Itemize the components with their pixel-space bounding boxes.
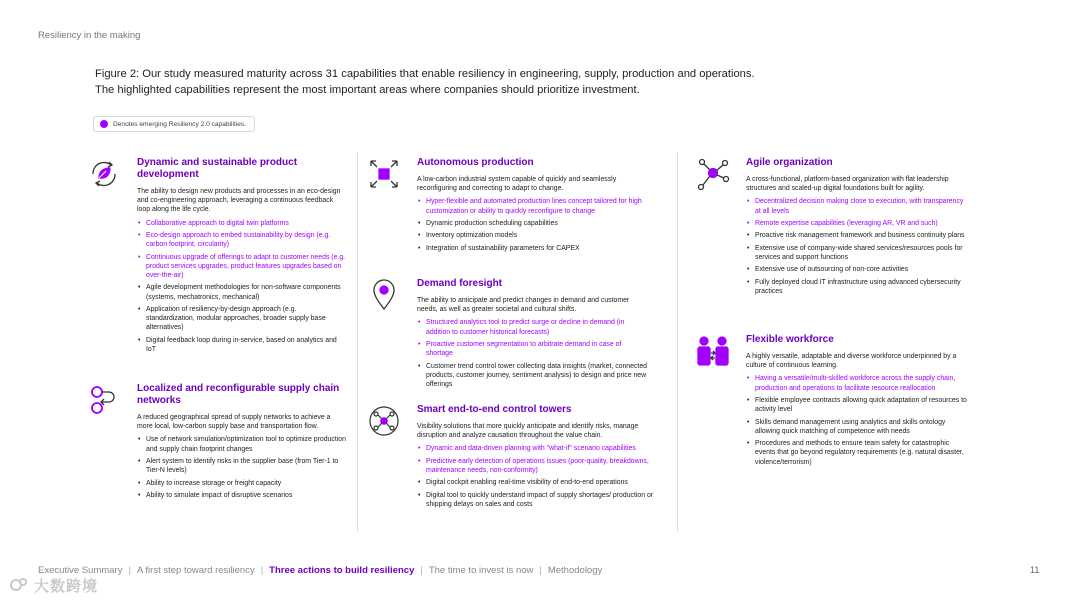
capability-item: • Inventory optimization models xyxy=(417,231,649,240)
capability-item: • Alert system to identify risks in the supplier base (from Tier-1 to Tier-N levels) xyxy=(137,457,347,475)
legend-text: Denotes emerging Resiliency 2.0 capabilities. xyxy=(113,120,247,128)
column-divider-1 xyxy=(357,152,358,532)
capability-item: • Customer trend control tower collecting data insights (market, connected products, customer journey, sentiment analysis) to design and price new offerings xyxy=(417,362,649,390)
capability-list xyxy=(746,197,968,296)
emerging-capability-item: • Decentralized decision making close to execution, with transparency at all levels xyxy=(746,197,968,215)
capability-item: • Ability to simulate impact of disruptive scenarios xyxy=(137,491,347,500)
capability-description: A low-carbon industrial system capable of quickly and seamlessly reconfiguring and correcting to adapt to change. xyxy=(417,176,617,193)
capability-title: Smart end-to-end control towers xyxy=(417,404,572,415)
footer-nav-link[interactable]: The time to invest is now xyxy=(428,565,534,576)
capability-title: Demand foresight xyxy=(417,278,503,289)
network-globe-icon xyxy=(367,404,401,438)
capability-description: A highly versatile, adaptable and diverse workforce underpinned by a culture of continuous learning. xyxy=(746,353,957,370)
capability-list xyxy=(417,318,649,389)
supply-chain-icon xyxy=(87,383,121,417)
capability-item: • Application of resiliency-by-design approach (e.g. standardization, modular approaches, broader supply base alternatives) xyxy=(137,305,347,333)
watermark xyxy=(8,574,98,596)
capability-description: The ability to design new products and processes in an eco-design and co-engineering approach, leveraging a continuous feedback loop along the life cycle. xyxy=(137,188,341,214)
capability-item: • Extensive use of company-wide shared services/resources pools for services and support functions xyxy=(746,244,968,262)
capability-item: • Agile development methodologies for non-software components (systems, mechatronics, mechanical) xyxy=(137,283,347,301)
footer-nav-link[interactable]: Methodology xyxy=(547,565,603,576)
footer-nav-link[interactable]: Executive Summary xyxy=(38,565,123,576)
workforce-exchange-icon xyxy=(696,334,730,368)
capability-card xyxy=(417,404,667,512)
capability-list xyxy=(417,444,667,509)
capability-list xyxy=(137,219,347,355)
capability-item: • Extensive use of outsourcing of non-core activities xyxy=(746,265,968,274)
capability-item: • Proactive risk management framework and business continuity plans xyxy=(746,231,968,240)
figure-caption xyxy=(95,66,995,98)
footer-nav-link[interactable]: A first step toward resiliency xyxy=(136,565,255,576)
emerging-capability-item: • Predictive early detection of operations issues (poor-quality, breakdowns, maintenance needs, non-conformity) xyxy=(417,457,667,475)
capability-list xyxy=(417,197,649,253)
capability-title: Autonomous production xyxy=(417,157,534,168)
capability-item: • Flexible employee contracts allowing quick adaptation of resources to activity level xyxy=(746,396,968,414)
capability-description: The ability to anticipate and predict changes in demand and customer needs, as well as greater societal and cultural shifts. xyxy=(417,297,630,314)
capability-description: Visibility solutions that more quickly anticipate and identify risks, manage disruption and analyze causation throughout the value chain. xyxy=(417,423,639,440)
capability-item: • Ability to increase storage or freight capacity xyxy=(137,479,347,488)
capability-item: • Use of network simulation/optimization tool to optimize production and supply chain footprint changes xyxy=(137,435,347,453)
capability-item: • Digital feedback loop during in-service, based on analytics and IoT xyxy=(137,336,347,354)
capability-title: Agile organization xyxy=(746,157,833,168)
footer-separator: | xyxy=(539,565,542,576)
document-header: Resiliency in the making xyxy=(38,30,141,41)
emerging-capability-dot-icon xyxy=(100,120,108,128)
location-pin-icon xyxy=(367,278,401,312)
capability-list xyxy=(746,374,968,466)
cycle-leaf-icon xyxy=(87,157,121,191)
footer-nav-link[interactable]: Three actions to build resiliency xyxy=(269,565,415,576)
capability-item: • Integration of sustainability parameters for CAPEX xyxy=(417,244,649,253)
footer-separator: | xyxy=(260,565,264,576)
capability-list xyxy=(137,435,347,500)
capability-card xyxy=(417,157,649,256)
capability-card xyxy=(137,157,347,357)
footer-separator: | xyxy=(128,565,131,576)
capability-item: • Fully deployed cloud IT infrastructure using advanced cybersecurity practices xyxy=(746,278,968,296)
capability-card xyxy=(417,278,649,392)
capability-item: • Skills demand management using analytics and skills ontology allowing quick matching of competence with needs xyxy=(746,418,968,436)
emerging-capability-item: • Eco-design approach to embed sustainability by design (e.g. carbon footprint, circularity) xyxy=(137,231,347,249)
capability-title: Flexible workforce xyxy=(746,334,834,345)
capability-title: Dynamic and sustainable product development xyxy=(137,157,298,180)
emerging-capability-item: • Structured analytics tool to predict surge or decline in demand (in addition to customer historical forecasts) xyxy=(417,318,649,336)
org-network-icon xyxy=(696,157,730,191)
emerging-capability-item: • Remote expertise capabilities (leveraging AR, VR and such) xyxy=(746,219,968,228)
watermark-logo-icon xyxy=(8,574,30,596)
emerging-capability-item: • Hyper-flexible and automated production lines concept tailored for high customization or ability to quickly reconfigure to change xyxy=(417,197,649,215)
capability-description: A cross-functional, platform-based organization with flat leadership structures and scaled-up digital foundations built for agility. xyxy=(746,176,949,193)
capability-card xyxy=(137,383,347,503)
emerging-capability-item: • Proactive customer segmentation to arbitrate demand in case of shortage xyxy=(417,340,649,358)
column-divider-2 xyxy=(677,152,678,532)
page-number: 11 xyxy=(1030,565,1040,575)
figure-caption-line-1: Figure 2: Our study measured maturity across 31 capabilities that enable resiliency in engineering, supply, production and operations. xyxy=(95,68,755,80)
emerging-capability-item: • Dynamic and data-driven planning with "what-if" scenario capabilities xyxy=(417,444,667,453)
footer-separator: | xyxy=(420,565,423,576)
figure-caption-line-2: The highlighted capabilities represent the most important areas where companies should prioritize investment. xyxy=(95,84,640,96)
footer-nav xyxy=(38,565,602,576)
capability-card xyxy=(746,334,968,470)
emerging-capability-item: • Having a versatile/multi-skilled workforce across the supply chain, production and operations to facilitate resource reallocation xyxy=(746,374,968,392)
capability-item: • Digital cockpit enabling real-time visibility of end-to-end operations xyxy=(417,478,667,487)
capability-item: • Digital tool to quickly understand impact of supply shortages/ production or shipping delays on sales and costs xyxy=(417,491,667,509)
legend xyxy=(93,116,255,132)
capability-description: A reduced geographical spread of supply networks to achieve a more local, low-carbon supply base and transportation flow. xyxy=(137,414,331,431)
capability-item: • Dynamic production scheduling capabilities xyxy=(417,219,649,228)
autonomous-arrows-icon xyxy=(367,157,401,191)
capability-item: • Procedures and methods to ensure team safety for catastrophic events that go beyond regulatory requirements (e.g. natural disaster, violence/terrorism) xyxy=(746,439,968,467)
emerging-capability-item: • Collaborative approach to digital twin platforms xyxy=(137,219,347,228)
capability-card xyxy=(746,157,968,299)
emerging-capability-item: • Continuous upgrade of offerings to adapt to customer needs (e.g. product services upgrades, product features upgrades based on over-the-air) xyxy=(137,253,347,281)
watermark-text: 大数跨境 xyxy=(34,577,99,595)
capability-title: Localized and reconfigurable supply chain networks xyxy=(137,383,340,406)
